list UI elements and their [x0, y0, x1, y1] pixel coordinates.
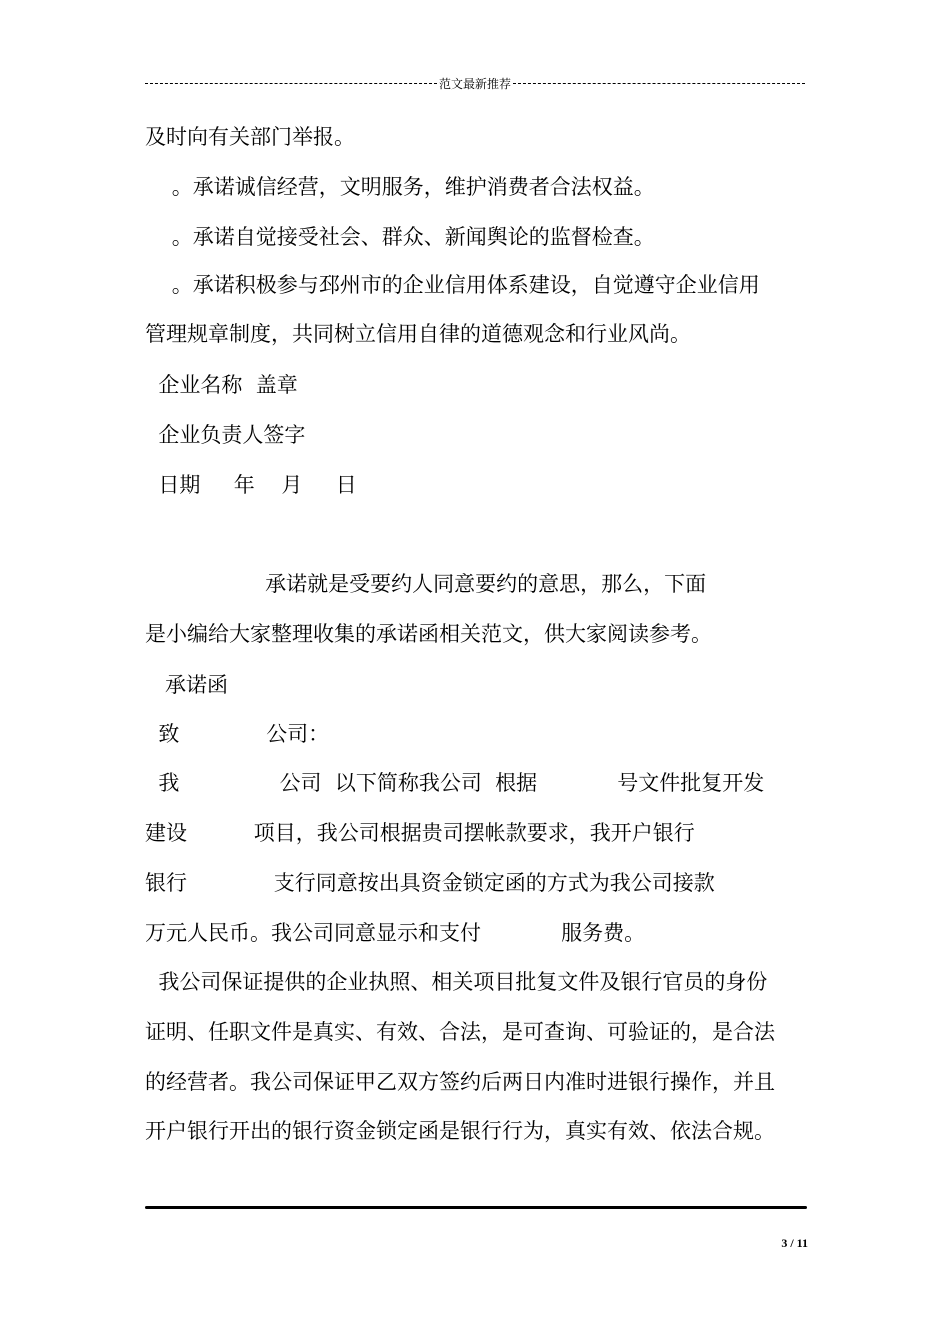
text-line: 我公司保证提供的企业执照、相关项目批复文件及银行官员的身份	[145, 970, 768, 994]
text-line: 万元人民币。我公司同意显示和支付 服务费。	[145, 921, 646, 945]
text-line: 的经营者。我公司保证甲乙双方签约后两日内准时进银行操作，并且	[145, 1070, 775, 1094]
text-line: 承诺就是受要约人同意要约的意思，那么，下面	[145, 572, 707, 596]
page-number: 3 / 11	[781, 1236, 808, 1250]
text-line: 开户银行开出的银行资金锁定函是银行行为，真实有效、依法合规。	[145, 1119, 775, 1143]
header-left-rule	[145, 83, 437, 84]
text-line: 建设 项目，我公司根据贵司摆帐款要求，我开户银行	[145, 821, 695, 845]
text-line: 证明、任职文件是真实、有效、合法，是可查询、可验证的，是合法	[145, 1020, 775, 1044]
text-line: 致 公司：	[145, 722, 330, 746]
text-line: 企业名称 盖章	[145, 373, 298, 397]
text-line: 及时向有关部门举报。	[145, 125, 355, 149]
header-right-rule	[513, 83, 805, 84]
text-line: 。承诺自觉接受社会、群众、新闻舆论的监督检查。	[145, 225, 655, 249]
text-line: 企业负责人签字	[145, 423, 306, 447]
text-line: 管理规章制度，共同树立信用自律的道德观念和行业风尚。	[145, 322, 691, 346]
text-line: 。承诺诚信经营，文明服务，维护消费者合法权益。	[145, 175, 655, 199]
text-line: 我 公司 以下简称我公司 根据 号文件批复开发	[145, 771, 765, 795]
text-line: 。承诺积极参与邳州市的企业信用体系建设，自觉遵守企业信用	[145, 273, 760, 297]
text-line: 银行 支行同意按出具资金锁定函的方式为我公司接款	[145, 871, 715, 895]
header-title: 范文最新推荐	[439, 76, 512, 91]
text-line: 日期 年 月 日	[145, 473, 357, 497]
text-line: 承诺函	[145, 673, 229, 697]
page-header	[145, 74, 805, 92]
footer-rule	[145, 1206, 807, 1209]
text-line: 是小编给大家整理收集的承诺函相关范文，供大家阅读参考。	[145, 622, 712, 646]
